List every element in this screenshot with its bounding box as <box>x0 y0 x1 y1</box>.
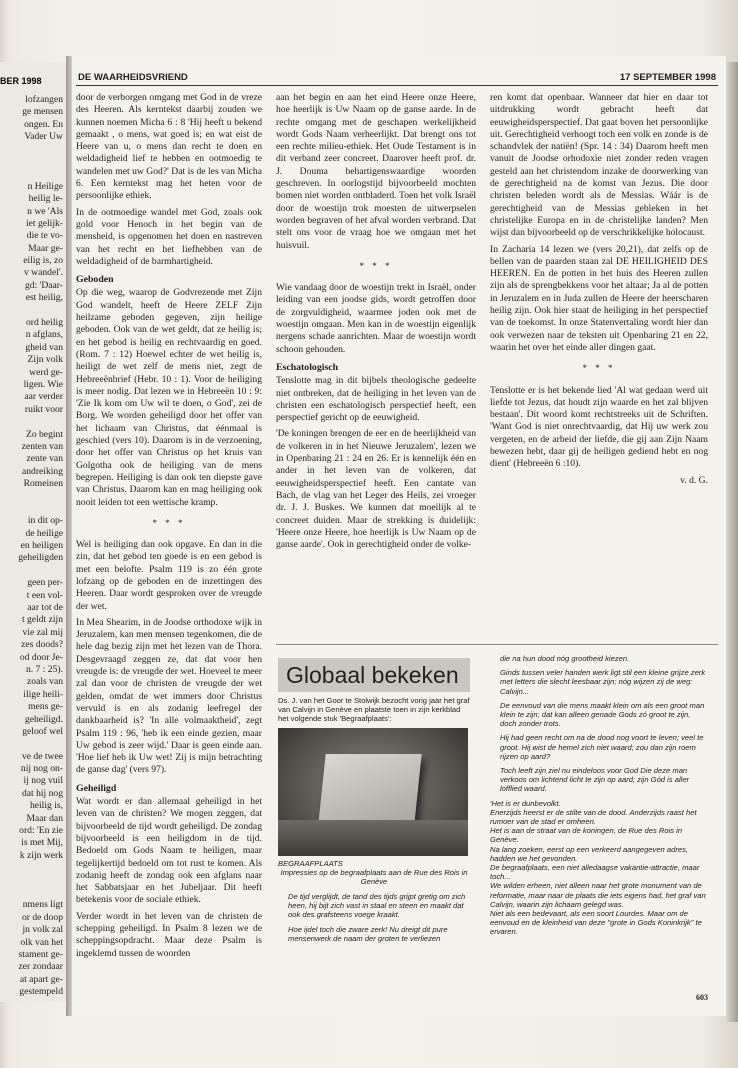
gravestone <box>318 754 421 824</box>
previous-page-line: nmens ligt <box>22 899 63 911</box>
photo-caption: Impressies op de begraafplaats aan de Rue des Rois in Genève <box>280 867 468 886</box>
previous-page-line <box>0 738 63 750</box>
poem-stanza: Ginds tussen veler handen werk ligt stil een kleine grijze zerk met letters die slecht leesbaar zijn; nóg wijzen zij de weg: Calvijn... <box>500 668 706 696</box>
previous-page-line: iet gelijk- <box>25 217 63 229</box>
globaal-bekeken-box <box>278 656 470 1006</box>
previous-page-line: ligen. Wie <box>23 378 63 390</box>
paragraph: Wel is heiliging dan ook opgave. En dan in die zin, dat het gebod ten goede is en een gebod is met een belofte. Psalm 119 is zo één grote lofzang op de geboden en de inzettingen des Heeren. Daar wordt gesproken over de vreugde der wet. <box>76 539 262 612</box>
previous-page-line: ilige heili- <box>23 688 63 700</box>
previous-page-line: t geldt zijn <box>21 614 63 626</box>
previous-page-line: geloof wel <box>22 725 63 737</box>
previous-page-line <box>0 862 63 874</box>
previous-page-line: n we 'Als <box>27 205 63 217</box>
previous-page-line: Vader Uw <box>24 131 63 143</box>
previous-page-line: Maar ge- <box>28 242 63 254</box>
section-heading: Geboden <box>76 274 114 286</box>
previous-page-line: est heilig, <box>25 292 63 304</box>
section-divider: * * * <box>582 363 616 374</box>
previous-page-line: zes doods? <box>21 639 63 651</box>
previous-page-line <box>0 565 63 577</box>
previous-page-line: Romeinen <box>23 478 63 490</box>
poem-stanza: Hij had geen recht om na de dood nog voort te leven; veel te groot. Hij wist de hemel zich niet waard; zou dan zijn roem rijzen op aard? <box>500 733 704 761</box>
previous-page-line: heilig le- <box>28 193 63 205</box>
issue-date: 17 SEPTEMBER 1998 <box>619 72 716 83</box>
previous-page-line: k zijn werk <box>19 849 63 861</box>
previous-page-line: n afglans, <box>25 329 63 341</box>
photo-title: BEGRAAFPLAATS <box>278 858 343 868</box>
paragraph: In Zacharia 14 lezen we (vers 20,21), dat zelfs op de bellen van de paarden staan zal DE HEILIGHEID DES HEEREN. En de potten in het huis des Heeren zullen zijn als de sprengbekkens voor het altaar; Ja al de potten in Jeruzalem en in Juda zullen de Heere der heerscharen heilig zijn. Ook hier staat de heiliging in het perspectief van de toekomst. In onze Statenvertaling wordt hier dan ook verwezen naar de teksten uit Openbaring 21 en 22, waarin het over het einde aller dingen gaat. <box>490 243 708 353</box>
previous-page-lines <box>0 94 63 999</box>
prose-line: Het is aan de straat van de koningen, de Rue des Rois in Genève. <box>490 826 683 845</box>
previous-page-line: Maar dan <box>26 812 63 824</box>
header-rule <box>76 85 718 86</box>
poem-stanza: Toch leeft zijn ziel nu eindeloos voor God Die deze man verkoos om lichtend licht te zijn op aard; zijn Gód is aller lofflied waard. <box>500 766 690 794</box>
previous-page-line: mens ge- <box>28 701 63 713</box>
previous-page-line: is met Mij, <box>21 837 63 849</box>
publication-title: DE WAARHEIDSVRIEND <box>78 72 188 83</box>
previous-page-line: andreiking <box>21 465 63 477</box>
prose-line: We wilden erheen, niet alleen naar het grote monument van de reformatie, maar naar de plaats die iets eigens had, het graf van Calvijn, waarin zijn lichaam gelegd was. <box>490 881 706 909</box>
section-heading: Eschatologisch <box>276 361 339 373</box>
previous-page-line: ongen. En <box>24 118 63 130</box>
prose-line: De begraafplaats, een niet alledaagse vakantie-attractie, maar toch... <box>490 863 700 882</box>
previous-page-line: gestempeld <box>19 986 63 998</box>
previous-page-line <box>0 503 63 515</box>
page-edge <box>726 62 738 1022</box>
column-3 <box>490 92 708 487</box>
previous-page-line: vie zal mij <box>22 626 63 638</box>
previous-page-line <box>0 887 63 899</box>
paragraph: Op die weg, waarop de Godvrezende met Zijn God wandelt, heeft de Heere ZELF Zijn heilzame geboden gegeven, zijn heilige geboden. Ook van de wet geldt, dat ze heilig is; en het gebod is heilig en rechtvaardig en goed. (Rom. 7 : 12) Hoewel echter de wet heilig is, heiligt de wet zelf de mens niet, zegt de Hebreeënbrief (Hebr. 10 : 1). Voor de heiliging is meer nodig. Dat lezen we in Hebreeën 10 : 9: 'Zie Ik kom om Uw wil te doen, o God', zei de Borg. We worden geheiligd door het offer van het lichaam van Christus, dat éénmaal is geschied (vers 10). Daarom is in de verzoening, door het offer van Christus op het kruis van Golgotha ook de heiliging van de mens begrepen. Heiliging is dan ook ten diepste gave van Christus. Daarom kan en mag heiliging ook nooit leiden tot een wettische kramp. <box>76 287 262 508</box>
previous-page-line: at apart ge- <box>19 973 63 985</box>
box-intro: Ds. J. van het Goor te Stolwijk bezocht vorig jaar het graf van Calvijn in Genève en plaatste toen in zijn kerkblad het volgende stuk 'Begraafplaats': <box>278 696 470 724</box>
prose-line: Niet als een bedevaart, als een soort Lourdes. Maar om de eenvoud en de kleinheid van deze "grote in Gods Koninkrijk" te ervaren. <box>490 909 702 937</box>
paragraph: Tenslotte er is het bekende lied 'Al wat gedaan werd uit liefde tot Jezus, dat houdt zijn waarde en het zal blijven bestaan'. Dit woord komt rechtstreeks uit de Schriften. 'Want God is niet onrechtvaardig, dat Hij uw werk zou vergeten, en de arbeid der liefde, die gij aan Zijn Naam bewezen hebt, daar gij de heiligen gediend hebt en nog dient' (Hebreeën 6 :10). <box>490 384 708 470</box>
column-1 <box>76 92 262 964</box>
column-2 <box>276 92 476 555</box>
previous-page-line <box>0 168 63 180</box>
poem-right <box>490 654 708 937</box>
previous-page-line: gd: 'Daar- <box>24 279 63 291</box>
page-number: 603 <box>696 993 708 1002</box>
previous-page-line: ord: 'En zie <box>19 825 63 837</box>
previous-page-line: eilig is, zo <box>23 255 63 267</box>
paragraph: Verder wordt in het leven van de christen de schepping geheiligd. In Psalm 8 lezen we de scheppingsopdracht. Maar deze Psalm is ingeklemd tussen de woorden <box>76 910 262 959</box>
previous-page-line: gheid van <box>25 341 63 353</box>
paragraph: Wie vandaag door de woestijn trekt in Israël, onder leiding van een joodse gids, wordt getroffen door de zorgvuldigheid, waarmee joden ook met de woestijn omgaan. Men kan in de woestijn eigenlijk nergens schade aanrichten. Maar de woestijn wordt schoon gehouden. <box>276 282 476 355</box>
previous-page-line: dat hij nog <box>21 787 63 799</box>
previous-page-line: werd ge- <box>29 366 63 378</box>
poem-stanza: Hoe ijdel toch die zware zerk! Nu dreigt dit pure mensenwerk de naam der groten te verliezen <box>288 924 448 943</box>
main-page <box>72 56 726 1016</box>
running-header <box>78 72 716 86</box>
previous-page-line <box>0 416 63 428</box>
paragraph: In Mea Shearim, in de Joodse orthodoxe wijk in Jeruzalem, kan men mensen tegenkomen, die de hele dag bezig zijn met het lezen van de Thora. Desgevraagd zeggen ze, dat dat voor hen vreugde is: de vreugde der wet. Hoeveel te meer zal dan voor de christen de vreugde der wet gelden, omdat de wet immers door Christus vervuld is en als zodanig leefregel der dankbaarheid is? 'In alle volmaaktheid', zegt Psalm 119 : 96, 'heb ik een einde gezien, maar Uw gebod is zeer wijd.' Daar is geen einde aan. 'Hoe lief heb ik Uw wet! Zij is mijn betrachting de ganse dag' (vers 97). <box>76 616 262 776</box>
paragraph: door de verborgen omgang met God in de vreze des Heeren. Als kerntekst daarbij zouden we kunnen noemen Micha 6 : 8 'Hij heeft u bekend gemaakt , o mens, wat goed is; en wat eist de Heere van u, o mens dan recht te doen en weldadigheid lief te hebben en ootmoedig te wandelen met uw God?' Dat is de les van Micha 6. Een kerntekst mag het heten voor de persoonlijke ethiek. <box>76 92 262 202</box>
previous-page-line: t een vol- <box>26 589 63 601</box>
previous-page-line: geheiligden <box>18 552 63 564</box>
previous-page-line: zenten van <box>21 440 63 452</box>
section-divider: * * * <box>359 260 393 271</box>
previous-page-line: geen per- <box>27 577 63 589</box>
previous-page-line: ruikt voor <box>24 403 63 415</box>
previous-page-line: v wandel'. <box>23 267 63 279</box>
prose-line: Na lang zoeken, eerst op een verkeerd aangegeven adres, hadden we het gevonden. <box>490 844 688 863</box>
paragraph: Tenslotte mag in dit bijbels theologische gedeelte niet ontbreken, dat de heiliging in het leven van de christen een eschatologisch perspectief heeft, een perspectief gericht op de eeuwigheid. <box>276 375 476 424</box>
previous-page-line: die te vo- <box>26 230 63 242</box>
previous-page-line: Zo begint <box>25 428 63 440</box>
paragraph: ren komt dat openbaar. Wanneer dat hier en daar tot uitdrukking wordt gebracht heeft dat eeuwigheidsperspectief. Dat gaat boven het persoonlijke uit. Gerechtigheid verhoogt toch een volk en zonde is de schandvlek der natiën! (Spr. 14 : 34) Daarom heeft men vanuit de Joodse orhodoxie niet zonder reden vragen gesteld aan het christendom inzake de doorwerking van de gerechtigheid na de komst van Jezus. Die door christen beleden wordt als de Messias. Wáár is de gerechtigheid van de Messias gebleken in het christelijke Europa en in de christelijke landen? Men wijst dan bijvoorbeeld op de verschrikkelijke holocaust. <box>490 92 708 239</box>
grass <box>278 820 468 856</box>
previous-page-line: zente van <box>26 453 63 465</box>
previous-page-line: en heiligen <box>20 540 63 552</box>
poem-stanza: die na hun dood nóg grootheid kiezen. <box>500 654 630 663</box>
previous-page-fragment <box>0 62 66 1002</box>
previous-page-line: ge mensen <box>22 106 63 118</box>
paragraph: aan het begin en aan het eind Heere onze Heere, hoe heerlijk is Uw Naam op de ganse aarde. In de rechte omgang met de geschapen werkelijkheid wordt Gods Naam verheerlijkt. Dat brengt ons tot een rechte milieu-ethiek. Het Oude Testament is in dit verband zeer concreet. Daarover heeft prof. dr. J. Douma behartigenswaardige woorden geschreven. In oorlogstijd bijvoorbeeld mochten bomen niet worden ontbladerd. Toen het volk Israël door de woestijn trok moesten de uitwerpselen worden begraven of het afval worden verbrand. Dat stelt ons voor de vraag hoe we omgaan met het huisvuil. <box>276 92 476 251</box>
paragraph: 'De koningen brengen de eer en de heerlijkheid van de volkeren in in het Nieuwe Jeruzalem', lezen we in Openbaring 21 : 24 en 26. Er is kennelijk één en ander in het leven van de volkeren, dat eeuwigheidsperspectief heeft. Een cantate van Bach, de vlag van het Leger des Heils, zei vroeger dr. J. J. Buskes. We kunnen dat moeilijk al te concreet duiden. Maar de strekking is duidelijk: 'Heere onze Heere, hoe heerlijk is Uw Naam op de ganse aarde'. Ook in gerechtigheid onder de volke- <box>276 428 476 551</box>
previous-page-line: heilig is, <box>29 800 63 812</box>
previous-page-line: n. 7 : 25). <box>25 663 63 675</box>
poem-left <box>278 892 470 943</box>
previous-page-line: zer zondaar <box>18 961 63 973</box>
previous-page-line: n Heilige <box>27 180 63 192</box>
grave-photo <box>278 728 468 856</box>
previous-page-line: olk van het <box>20 936 63 948</box>
author-signature: v. d. G. <box>680 474 708 486</box>
prose-line: Enerzijds heerst er de stilte van de dood. Anderzijds raast het rumoer van de stad er omheen. <box>490 807 697 827</box>
previous-page-line: de heilige <box>25 527 63 539</box>
previous-page-line: jn volk zal <box>22 924 63 936</box>
previous-page-line: geheiligd. <box>24 713 63 725</box>
previous-page-header: BER 1998 <box>0 76 42 86</box>
previous-page-line <box>0 305 63 317</box>
previous-page-line <box>0 491 63 503</box>
previous-page-line: stament ge- <box>18 948 63 960</box>
previous-page-line: lofzangen <box>25 94 63 105</box>
section-rule <box>276 644 718 645</box>
section-divider: * * * <box>152 517 186 528</box>
prose-line: 'Het is er dunbevolkt. <box>490 798 561 808</box>
previous-page-line: od door Je- <box>19 651 63 663</box>
previous-page-line <box>0 144 63 156</box>
previous-page-line: in dit op- <box>27 515 63 527</box>
box-title: Globaal bekeken <box>278 658 470 692</box>
previous-page-line: ord heilig <box>25 317 63 329</box>
previous-page-line: zoals van <box>27 676 63 688</box>
poem-stanza: De eenvoud van die mens maakt klein om als een groot man klein te zijn; dat kan alleen genade Gods zó groot te zijn, doch zonder trots. <box>500 700 705 729</box>
section-heading: Geheiligd <box>76 782 117 794</box>
paragraph: In de ootmoedige wandel met God, zoals ook gold voor Henoch in het begin van de mensheid, is opgenomen het doen en nastreven van het recht en het liefhebben van de weldadigheid of de barmhartigheid. <box>76 206 262 267</box>
previous-page-line: aar tot de <box>27 602 63 614</box>
previous-page-line <box>0 156 63 168</box>
previous-page-line: nij nog on- <box>20 763 63 775</box>
previous-page-line: aar verder <box>24 391 63 403</box>
paragraph: Wat wordt er dan allemaal geheiligd in het leven van de christen? We mogen zeggen, dat bijvoorbeeld de tijd wordt geheiligd. De zondag bijvoorbeeld is een heiligdom in de tijd. Bedoeld om Gods Naam te heiligen, maar tegelijkertijd bedoeld om tot rust te komen. Als zodanig heeft de zondag ook een afglans naar het Sabbatsjaar en het Jubeljaar. Dit heeft betekenis voor de sociale ethiek. <box>76 796 262 906</box>
previous-page-line: ve de twee <box>21 750 63 762</box>
poem-stanza: De tijd verglijdt, de tand des tijds grijpt gretig om zich heen, hij bijt zich vast in staal en steen en maakt dat ook des grafsteens voege kraakt. <box>288 892 466 920</box>
previous-page-line <box>0 875 63 887</box>
previous-page-line: ij nog vuil <box>23 775 63 787</box>
previous-page-line: Zijn volk <box>27 354 63 366</box>
previous-page-line: or de doop <box>21 911 63 923</box>
